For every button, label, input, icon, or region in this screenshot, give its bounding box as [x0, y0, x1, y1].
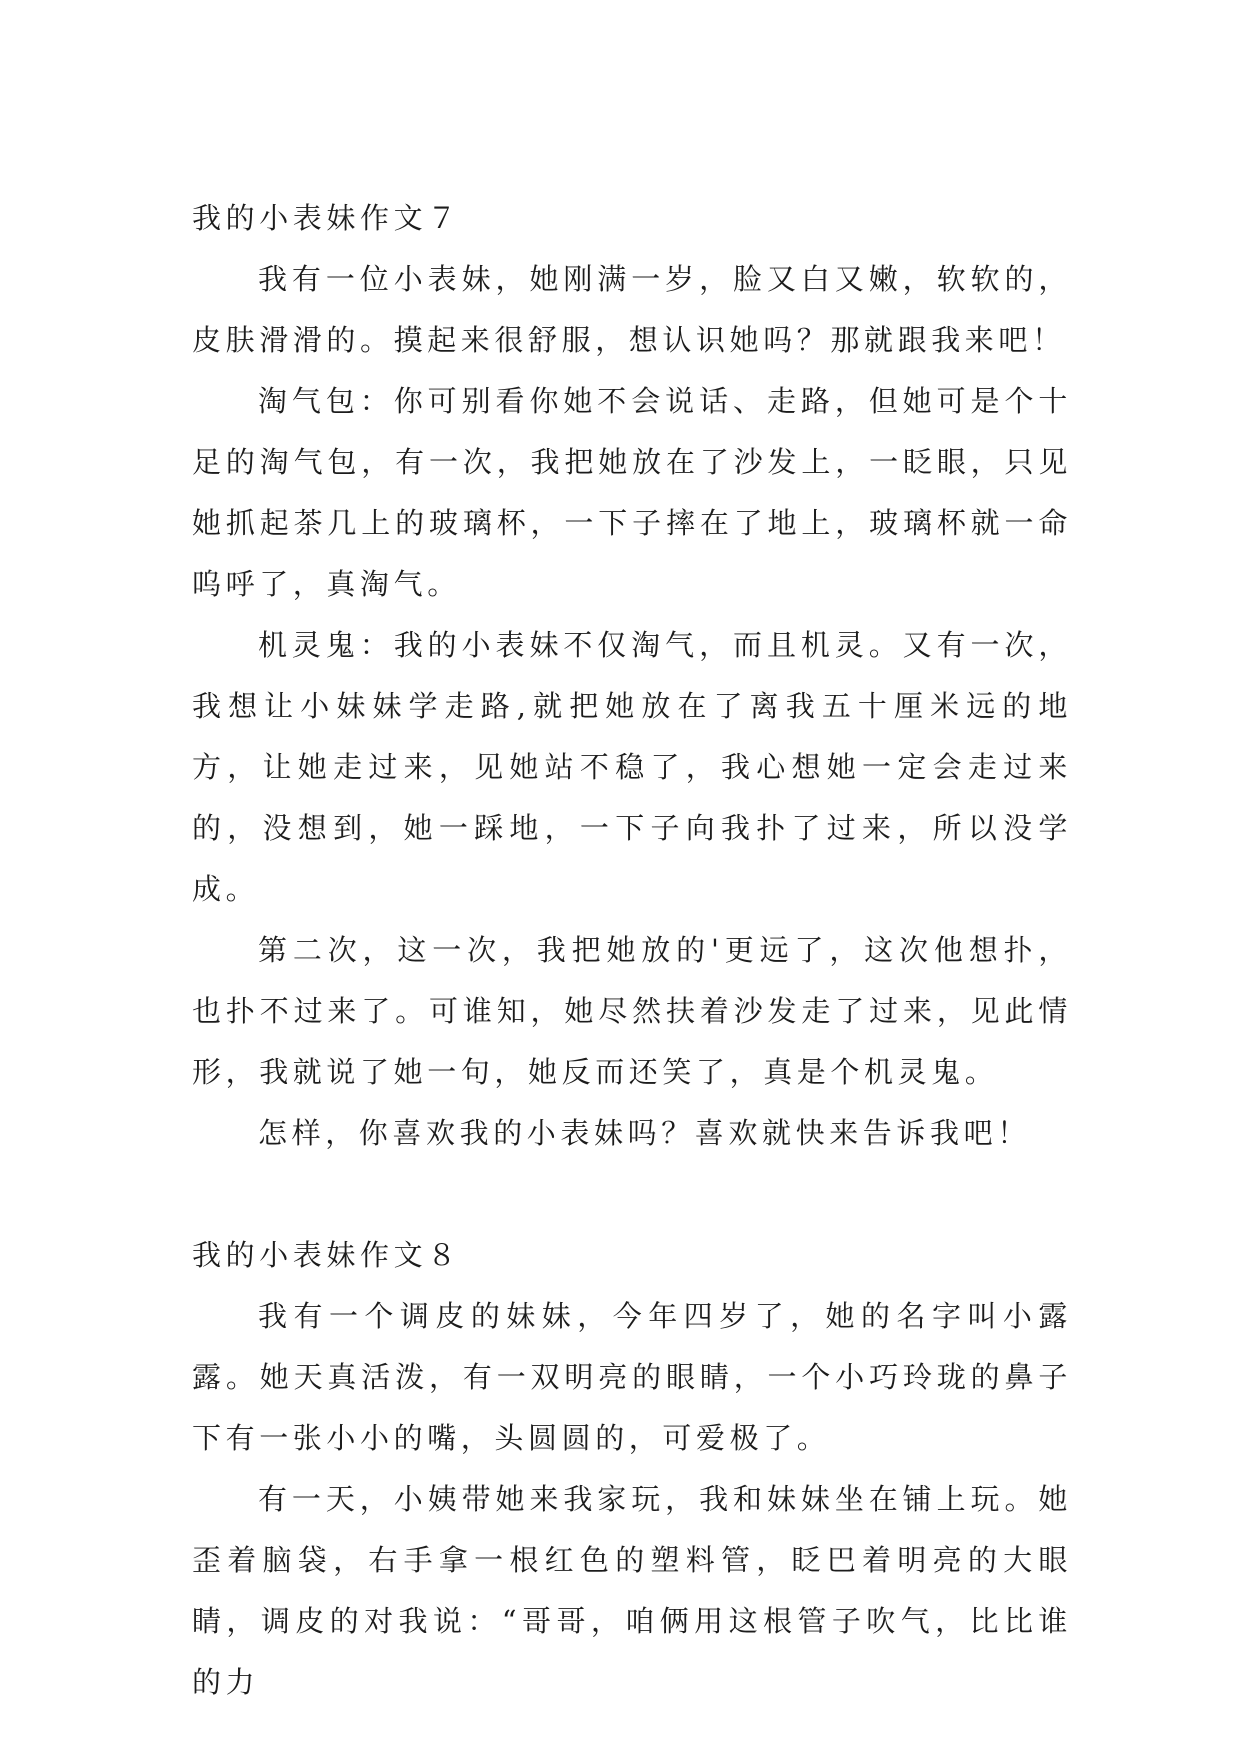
paragraph: 有一天，小姨带她来我家玩，我和妹妹坐在铺上玩。她歪着脑袋，右手拿一根红色的塑料管，眨巴着明亮的大眼睛，调皮的对我说：“哥哥，咱俩用这根管子吹气，比比谁的力 — [192, 1482, 1072, 1699]
paragraph: 机灵鬼：我的小表妹不仅淘气，而且机灵。又有一次，我想让小妹妹学走路,就把她放在了离我五十厘米远的地方，让她走过来，见她站不稳了，我心想她一定会走过来的，没想到，她一踩地，一下子向我扑了过来，所以没学成。 — [192, 628, 1072, 906]
section-spacer — [192, 1164, 1072, 1225]
paragraph: 我有一位小表妹，她刚满一岁，脸又白又嫩，软软的，皮肤滑滑的。摸起来很舒服，想认识她吗？那就跟我来吧！ — [192, 262, 1072, 357]
paragraph: 第二次，这一次，我把她放的'更远了，这次他想扑，也扑不过来了。可谁知，她尽然扶着沙发走了过来，见此情形，我就说了她一句，她反而还笑了，真是个机灵鬼。 — [192, 933, 1072, 1089]
section-title-7: 我的小表妹作文７ — [192, 201, 461, 235]
paragraph: 我有一个调皮的妹妹，今年四岁了，她的名字叫小露露。她天真活泼，有一双明亮的眼睛，一个小巧玲珑的鼻子下有一张小小的嘴，头圆圆的，可爱极了。 — [192, 1299, 1072, 1455]
paragraph: 怎样，你喜欢我的小表妹吗？喜欢就快来告诉我吧！ — [258, 1116, 1031, 1150]
document-body — [192, 188, 1072, 1713]
section-title-8: 我的小表妹作文８ — [192, 1238, 461, 1272]
paragraph: 淘气包：你可别看你她不会说话、走路，但她可是个十足的淘气包，有一次，我把她放在了沙发上，一眨眼，只见她抓起茶几上的玻璃杯，一下子摔在了地上，玻璃杯就一命呜呼了，真淘气。 — [192, 384, 1072, 601]
